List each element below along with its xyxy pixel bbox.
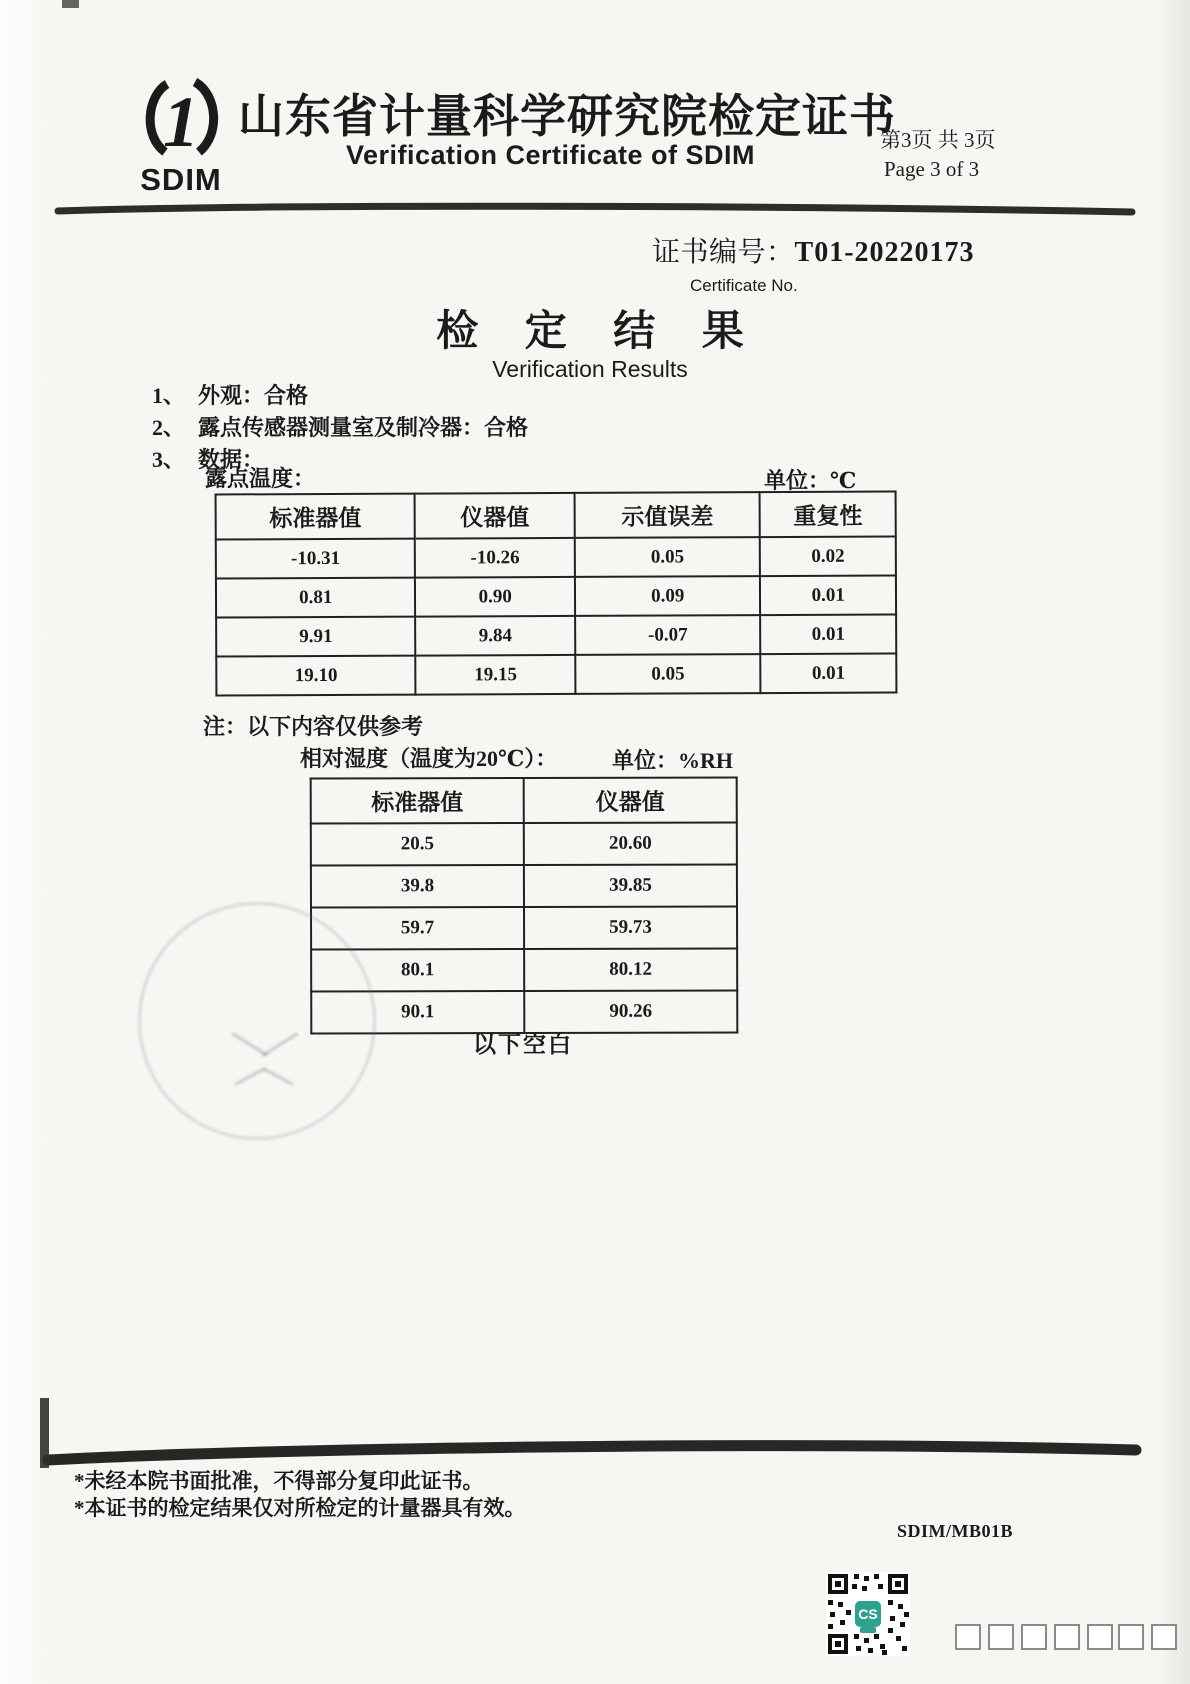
humidity-caption: 相对湿度（温度为20℃）：	[300, 746, 558, 771]
table-cell: 0.09	[575, 576, 761, 616]
table-cell: 9.84	[416, 616, 576, 656]
table-header-row	[216, 492, 896, 540]
table-cell: 59.73	[524, 906, 737, 949]
table-cell: 80.12	[524, 948, 737, 991]
table-row	[311, 906, 737, 949]
table-cell: 90.26	[524, 990, 737, 1033]
table-cell: 80.1	[311, 949, 524, 992]
footnotes	[74, 1468, 526, 1522]
list-item-text: 露点传感器测量室及制冷器：合格	[198, 415, 529, 440]
table-cell: 20.60	[524, 822, 737, 865]
dew-point-table	[215, 491, 898, 697]
watermark-glyph-boxes	[1118, 1624, 1177, 1650]
glyph-box	[1118, 1624, 1144, 1650]
glyph-box	[988, 1624, 1014, 1650]
qr-code-icon	[826, 1572, 910, 1660]
table-cell: 59.7	[311, 907, 524, 950]
certificate-number	[652, 230, 975, 270]
glyph-box	[1151, 1624, 1177, 1650]
table-cell: 0.05	[575, 537, 761, 577]
page-number-cn: 第3页 共 3页	[880, 128, 996, 152]
list-item	[152, 382, 528, 409]
table-cell: -10.31	[216, 539, 416, 579]
certificate-number-value: T01-20220173	[794, 237, 975, 268]
table-cell: 39.8	[311, 865, 524, 908]
table-cell: 0.90	[415, 577, 575, 617]
qr-code	[826, 1572, 910, 1660]
table-row	[311, 948, 737, 991]
table-cell: 0.01	[760, 615, 896, 655]
scan-left-highlight	[0, 0, 52, 1684]
certificate-number-label-en: Certificate No.	[690, 276, 798, 295]
watermark-glyph-boxes	[955, 1624, 1113, 1650]
table-cell: 20.5	[311, 823, 524, 866]
table-cell: 19.15	[416, 655, 576, 695]
table-cell: 19.10	[216, 656, 416, 696]
sdim-logo-icon	[129, 76, 233, 172]
svg-text:1: 1	[163, 82, 199, 162]
dew-point-caption: 露点温度：	[205, 466, 316, 491]
table-row	[216, 654, 896, 696]
sdim-logo	[116, 76, 246, 198]
table-cell: 90.1	[311, 991, 524, 1034]
page-title: 山东省计量科学研究院检定证书	[238, 91, 896, 142]
table-cell: -0.07	[575, 615, 761, 655]
table-header-cell: 仪器值	[524, 777, 737, 823]
certificate-number-label: 证书编号：	[652, 237, 795, 268]
humidity-unit: 单位：%RH	[612, 748, 734, 773]
results-title: 检 定 结 果	[436, 309, 762, 355]
footnote-line: *未经本院书面批准，不得部分复印此证书。	[74, 1469, 484, 1493]
table-cell: -10.26	[415, 538, 575, 578]
list-item-text: 外观：合格	[198, 383, 309, 408]
humidity-table	[310, 776, 739, 1034]
table-cell: 0.01	[760, 576, 896, 616]
sdim-logo-text: SDIM	[140, 162, 222, 197]
glyph-box	[1087, 1624, 1113, 1650]
scan-right-shadow	[1160, 0, 1190, 1684]
footnote-line: *本证书的检定结果仅对所检定的计量器具有效。	[74, 1496, 526, 1520]
page-number-en: Page 3 of 3	[884, 157, 980, 182]
table-cell: 9.91	[216, 617, 416, 657]
top-left-speck	[62, 0, 79, 8]
table-header-cell: 仪器值	[415, 493, 575, 539]
dew-point-unit: 单位：℃	[764, 468, 857, 493]
end-of-content-marker: 以下空白	[473, 1032, 573, 1057]
list-item-number: 1、	[152, 383, 186, 408]
table-row	[311, 864, 737, 907]
glyph-box	[1021, 1624, 1047, 1650]
qr-badge-label: CS	[858, 1606, 878, 1622]
form-code: SDIM/MB01B	[897, 1521, 1014, 1541]
table-header-cell: 标准器值	[216, 494, 416, 540]
list-item-number: 3、	[152, 447, 186, 472]
table-header-cell: 示值误差	[575, 492, 761, 538]
table-row	[216, 576, 896, 618]
glyph-box	[955, 1624, 981, 1650]
table-cell: 39.85	[524, 864, 737, 907]
stamp-impression	[138, 902, 376, 1140]
list-item-text: 数据：	[198, 447, 265, 472]
table-row	[311, 822, 737, 865]
table-header-cell: 标准器值	[311, 778, 524, 824]
page-number	[880, 126, 1130, 185]
results-subtitle: Verification Results	[492, 356, 688, 382]
reference-note: 注：以下内容仅供参考	[203, 714, 424, 739]
table-cell: 0.81	[216, 578, 416, 618]
header-rule	[58, 206, 1132, 212]
table-header-cell: 重复性	[760, 492, 896, 538]
table-cell: 0.02	[760, 537, 896, 577]
table-row	[216, 615, 896, 657]
table-cell: 0.05	[575, 654, 761, 694]
table-cell: 0.01	[761, 654, 897, 694]
table-row	[216, 537, 896, 579]
glyph-box	[1054, 1624, 1080, 1650]
table-header-row	[311, 777, 737, 823]
page-title-en: Verification Certificate of SDIM	[345, 140, 756, 170]
list-item	[152, 414, 528, 441]
list-item-number: 2、	[152, 415, 186, 440]
footer-rule	[48, 1446, 1136, 1460]
